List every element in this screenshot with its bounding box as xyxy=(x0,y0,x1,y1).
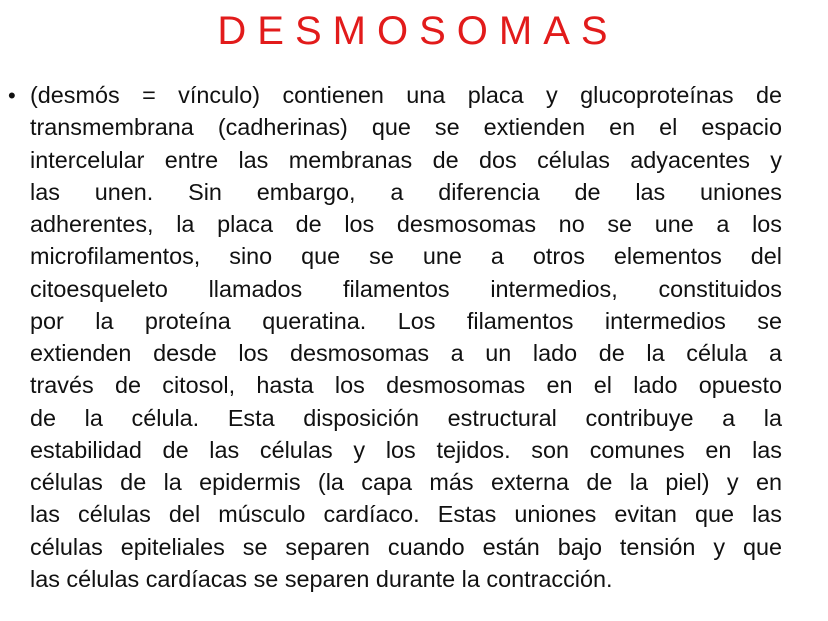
paragraph-line: células epiteliales se separen cuando están bajo tensión y que xyxy=(30,533,782,560)
paragraph-line: estabilidad de las células y los tejidos. son comunes en las xyxy=(30,436,782,463)
paragraph-line: de la célula. Esta disposición estructural contribuye a la xyxy=(30,404,782,431)
paragraph-line: las unen. Sin embargo, a diferencia de las uniones xyxy=(30,178,782,205)
paragraph-line: intercelular entre las membranas de dos células adyacentes y xyxy=(30,146,782,173)
paragraph-line: adherentes, la placa de los desmosomas no se une a los xyxy=(30,211,782,237)
paragraph-line: microfilamentos, sino que se une a otros elementos del xyxy=(30,243,782,270)
paragraph-line: las células cardíacas se separen durante la contracción. xyxy=(30,565,613,592)
paragraph-line: través de citosol, hasta los desmosomas en el lado opuesto xyxy=(30,372,782,399)
paragraph-line: las células del músculo cardíaco. Estas uniones evitan que las xyxy=(30,501,782,528)
slide-title: DESMOSOMAS xyxy=(217,9,619,53)
bullet-icon: • xyxy=(8,83,16,108)
paragraph-line: extienden desde los desmosomas a un lado de la célula a xyxy=(30,340,782,366)
paragraph-line: citoesqueleto llamados filamentos intermedios, constituidos xyxy=(30,275,782,302)
bullet-paragraph xyxy=(30,79,782,595)
paragraph-line: (desmós = vínculo) contienen una placa y glucoproteínas de xyxy=(30,82,782,108)
paragraph-line: por la proteína queratina. Los filamentos intermedios se xyxy=(30,307,782,334)
paragraph-line: células de la epidermis (la capa más externa de la piel) y en xyxy=(30,469,782,495)
paragraph-line: transmembrana (cadherinas) que se extienden en el espacio xyxy=(30,114,782,141)
